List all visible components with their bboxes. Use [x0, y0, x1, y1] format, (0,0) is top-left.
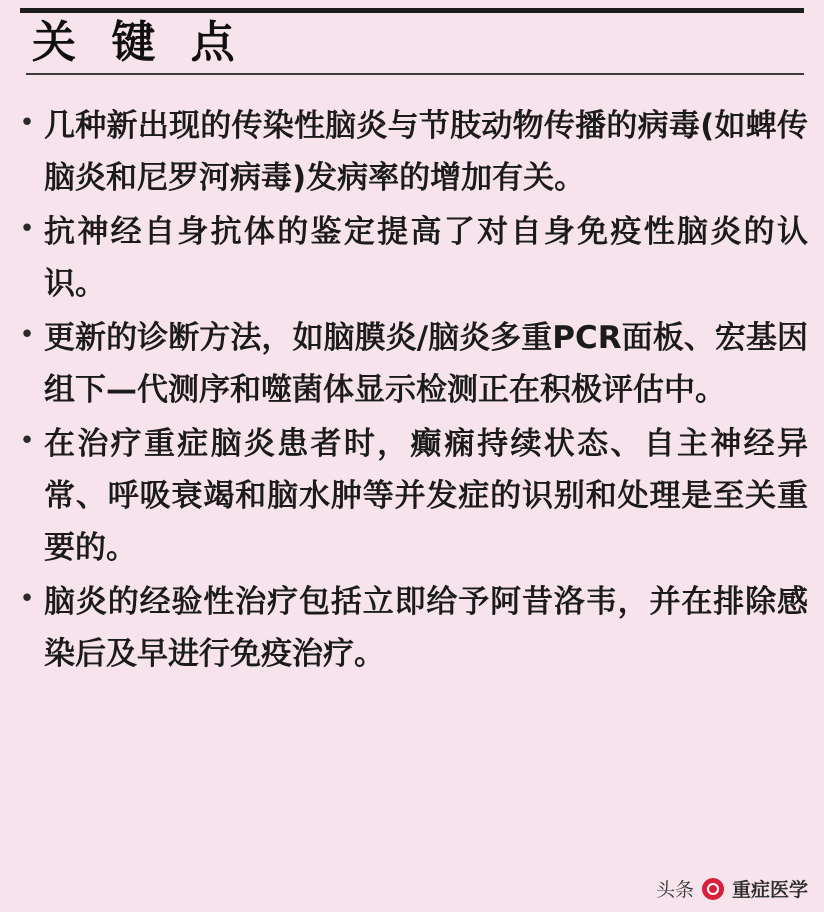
- footer-watermark: [656, 875, 808, 902]
- page-title: 关 键 点: [32, 17, 245, 68]
- top-divider: [20, 8, 804, 13]
- key-points-list: [10, 100, 820, 682]
- footer-source-label: 头条: [655, 879, 694, 901]
- bullet-marker-icon: •: [19, 426, 35, 456]
- list-item-text: 抗神经自身抗体的鉴定提高了对自身免疫性脑炎的认识。: [44, 214, 808, 302]
- list-item: [10, 576, 820, 680]
- list-item-text: 几种新出现的传染性脑炎与节肢动物传播的病毒(如蜱传脑炎和尼罗河病毒)发病率的增加有关。: [44, 108, 808, 196]
- footer-brand-label: 重症医学: [731, 879, 808, 901]
- bullet-marker-icon: •: [19, 584, 35, 614]
- list-item-text: 脑炎的经验性治疗包括立即给予阿昔洛韦，并在排除感染后及早进行免疫治疗。: [44, 584, 808, 672]
- title-block: [24, 18, 804, 75]
- toutiao-logo-icon: [702, 878, 724, 900]
- list-item-text: 在治疗重症脑炎患者时，癫痫持续状态、自主神经异常、呼吸衰竭和脑水肿等并发症的识别和处理是至关重要的。: [44, 426, 808, 566]
- title-underline: [26, 73, 804, 75]
- list-item: [10, 206, 820, 310]
- bullet-marker-icon: •: [19, 320, 35, 350]
- bullet-marker-icon: •: [19, 108, 35, 138]
- bullet-marker-icon: •: [19, 214, 35, 244]
- list-item: [10, 100, 820, 204]
- list-item-text: 更新的诊断方法，如脑膜炎/脑炎多重PCR面板、宏基因组下—代测序和噬菌体显示检测正在积极评估中。: [44, 320, 808, 408]
- list-item: [10, 418, 820, 574]
- list-item: [10, 312, 820, 416]
